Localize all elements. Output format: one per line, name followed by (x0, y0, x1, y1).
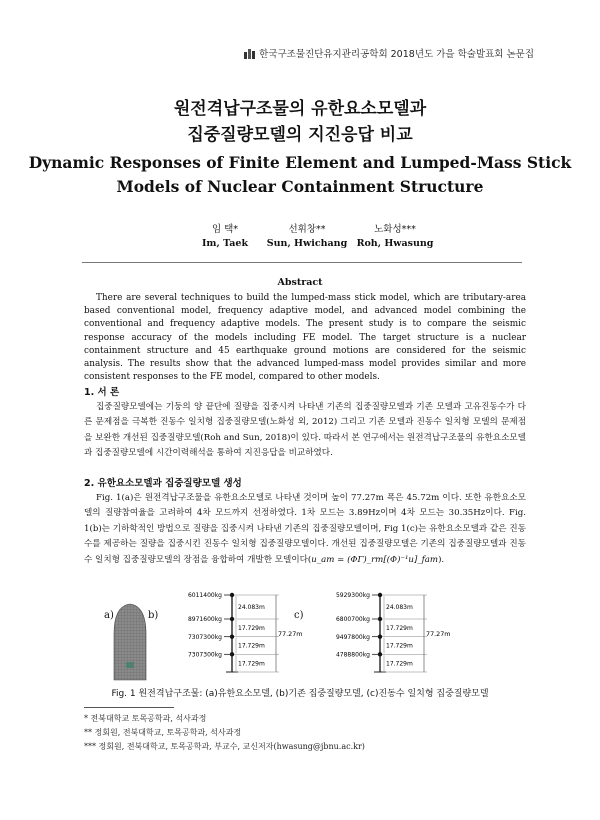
mass-label: 4788800kg (335, 651, 370, 659)
author-1-korean: 임 택* (211, 224, 239, 235)
mass-label: 7307300kg (187, 651, 222, 659)
segment-length-label: 17.729m (238, 625, 265, 633)
abstract-body: There are several techniques to build the lumped-mass stick model, which are tributary-area based conventional model, frequency adaptive model, and advanced model combining the conventional and frequency adaptive models. The present study is to compare the seismic response accuracy of the models including FE model. The target structure is a nuclear containment structure and 45 earthquake ground motions are considered for the seismic analysis. The results show that the advanced lumped-mass model provides similar and more consistent responses to the FE model, compared to other models. (84, 293, 526, 383)
korean-title-line1: 원전격납구조물의 유한요소모델과 (173, 99, 427, 119)
fe-model-drawing (112, 600, 148, 682)
abstract-heading: Abstract (277, 277, 323, 288)
section-2-body (84, 491, 526, 568)
mass-label: 6011400kg (187, 592, 222, 600)
author-3-korean: 노화성*** (374, 224, 416, 235)
author-3-english: Roh, Hwasung (356, 238, 434, 249)
mass-label: 5929300kg (335, 592, 370, 600)
total-height-label: 77.27m (278, 630, 303, 638)
footnote-divider (84, 707, 174, 708)
title-divider (82, 262, 522, 263)
segment-length-label: 17.729m (238, 642, 265, 650)
author-3 (340, 221, 450, 249)
section-2-formula: u_am = (ΦΓ)_rm[(Φ)⁻¹u]_fam (311, 554, 439, 565)
author-2-english: Sun, Hwichang (266, 238, 348, 249)
figure-label-c: c) (294, 610, 304, 621)
english-title-line2: Models of Nuclear Containment Structure (116, 177, 484, 196)
footnote-2: ** 정회원, 전북대학교, 토목공학과, 석사과정 (84, 728, 242, 737)
total-height-label: 77.27m (426, 630, 451, 638)
segment-length-label: 24.083m (238, 604, 265, 612)
section-2-text: Fig. 1(a)은 원전격납구조물을 유한요소모델로 나타낸 것이며 높이 77.27m 폭은 45.72m 이다. 또한 유한요소모델의 질량참여율을 고려하여 4차 모드까지 선정하였다. 1차 모드는 3.89Hz이며 4차 모드는 30.35Hz이다. Fig. 1(b)는 기하학적인 방법으로 질량을 집중시켜 나타낸 기존의 집중질량모델이며, Fig 1(c)는 유한요소모델과 같은 진동수를 제공하는 질량을 집중시킨 진동수 일치형 집중질량모델이다. 개선된 집중질량모델은 기존의 집중질량모델과 진동수 일치형 집중질량모델의 장점을 융합하여 개발한 모델이다( (84, 493, 526, 565)
mass-label: 7307300kg (187, 633, 222, 641)
segment-length-label: 17.729m (386, 642, 413, 650)
figure-caption: Fig. 1 원전격납구조물: (a)유한요소모델, (b)기존 집중질량모델, (c)진동수 일치형 집중질량모델 (111, 689, 489, 699)
figure-label-b: b) (148, 610, 159, 621)
mass-label: 8971600kg (187, 616, 222, 624)
mass-label: 9497800kg (335, 633, 370, 641)
segment-length-label: 17.729m (238, 660, 265, 668)
section-1-heading: 1. 서 론 (84, 387, 120, 398)
author-2-korean: 선휘창** (288, 224, 326, 235)
figure-label-a: a) (104, 610, 114, 621)
author-1-english: Im, Taek (201, 238, 249, 249)
footnote-1: * 전북대학교 토목공학과, 석사과정 (84, 714, 207, 723)
section-2-heading: 2. 유한요소모델과 집중질량모델 생성 (84, 478, 242, 489)
conventional-lumped-mass-model (170, 592, 303, 678)
footnote-3: *** 정회원, 전북대학교, 토목공학과, 부교수, 교신저자(hwasung@jbnu.ac.kr) (84, 742, 365, 751)
header-text: 한국구조물진단유지관리공학회 2018년도 가을 학술발표회 논문집 (259, 49, 534, 60)
section-1-body: 집중질량모델에는 기둥의 양 끝단에 질량을 집중시켜 나타낸 기존의 집중질량모델과 기존 모델과 고유진동수가 다른 문제점을 극복한 진동수 일치형 집중질량모델(노화성 외, 2012) 그리고 기존 모델과 진동수 일치형 모델의 문제점을 보완한 개선된 집중질량모델(Roh and Sun, 2018)이 있다. 따라서 본 연구에서는 원전격납구조물의 유한요소모델과 집중질량모델에 시간이력해석을 통하여 지진응답을 비교하였다. (84, 402, 526, 459)
conference-header (244, 46, 534, 60)
frequency-adaptive-lumped-mass-model (316, 592, 451, 678)
segment-length-label: 17.729m (386, 625, 413, 633)
korean-title-line2: 집중질량모델의 지진응답 비교 (187, 125, 413, 145)
section-2-text-end: ). (438, 554, 445, 565)
english-title-line1: Dynamic Responses of Finite Element and Lumped-Mass Stick (28, 153, 572, 172)
mass-label: 6800700kg (335, 616, 370, 624)
segment-length-label: 24.083m (386, 604, 413, 612)
segment-length-label: 17.729m (386, 660, 413, 668)
conference-logo-icon (244, 48, 255, 59)
